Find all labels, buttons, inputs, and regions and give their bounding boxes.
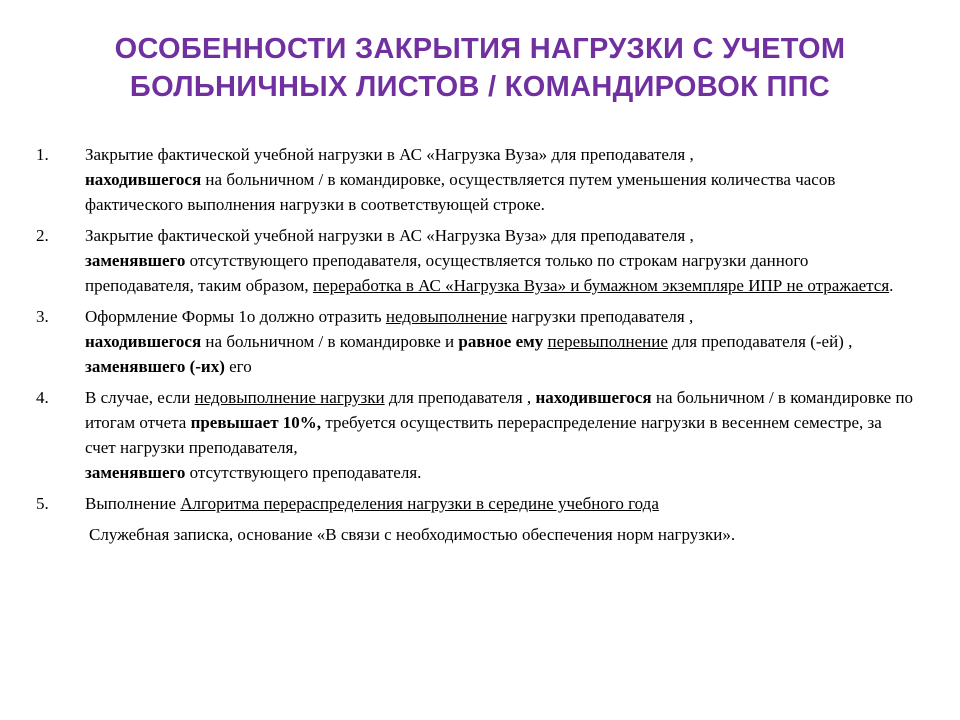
- text-segment: требуется осуществить перераспределение нагрузки в весеннем семестре, за счет нагрузки преподавателя,: [85, 413, 882, 457]
- text-segment: на больничном / в командировке, осуществляется путем уменьшения количества часов фактического выполнения нагрузки в соответствующей строке.: [85, 170, 836, 214]
- memo-note: Служебная записка, основание «В связи с необходимостью обеспечения норм нагрузки».: [89, 525, 736, 544]
- numbered-list: [36, 142, 916, 547]
- list-item-2: [36, 223, 916, 298]
- title-line-2: БОЛЬНИЧНЫХ ЛИСТОВ / КОМАНДИРОВОК ППС: [129, 71, 831, 103]
- text-segment: отсутствующего преподавателя.: [185, 463, 422, 482]
- list-item-text: [85, 223, 916, 298]
- text-segment: нагрузки преподавателя ,: [507, 307, 694, 326]
- text-segment: В случае, если: [85, 388, 195, 407]
- underlined-segment: перевыполнение: [547, 332, 668, 351]
- text-segment: Оформление Формы 1о должно отразить: [85, 307, 386, 326]
- text-segment: для преподавателя (-ей) ,: [667, 332, 853, 351]
- underlined-segment: недовыполнение: [385, 307, 508, 326]
- text-segment: его: [224, 357, 252, 376]
- text-segment: на больничном / в командировке по итогам отчета: [85, 388, 914, 432]
- underlined-segment: Алгоритма перераспределения нагрузки в середине учебного года: [180, 494, 659, 513]
- text-segment: на больничном / в командировке и: [201, 332, 459, 351]
- bold-segment: заменявшего (-их): [85, 357, 225, 376]
- list-number: 3.: [36, 307, 49, 326]
- list-item-4: [36, 385, 916, 485]
- text-segment: Закрытие фактической учебной нагрузки в АС «Нагрузка Вуза» для преподавателя ,: [85, 145, 694, 164]
- list-number: 4.: [36, 388, 49, 407]
- bold-segment: находившегося: [85, 332, 202, 351]
- list-number: 2.: [36, 226, 49, 245]
- list-item-5: [36, 491, 916, 516]
- list-item-3: [36, 304, 916, 379]
- text-segment: .: [889, 276, 894, 295]
- bold-segment: равное ему: [458, 332, 544, 351]
- text-segment: отсутствующего преподавателя, осуществляется только по строкам нагрузки данного преподавателя, таким образом,: [85, 251, 809, 295]
- bold-segment: превышает 10%,: [190, 413, 322, 432]
- title-line-1: ОСОБЕННОСТИ ЗАКРЫТИЯ НАГРУЗКИ С УЧЕТОМ: [114, 33, 846, 65]
- text-segment: Выполнение: [85, 494, 181, 513]
- bold-segment: находившегося: [535, 388, 652, 407]
- underlined-segment: переработка в АС «Нагрузка Вуза» и бумажном экземпляре ИПР не отражается: [312, 276, 890, 295]
- text-segment: для преподавателя ,: [384, 388, 536, 407]
- bold-segment: заменявшего: [85, 251, 186, 270]
- list-number: 5.: [36, 494, 49, 513]
- slide-title: [40, 30, 920, 106]
- list-item-1: [36, 142, 916, 217]
- text-segment: Закрытие фактической учебной нагрузки в АС «Нагрузка Вуза» для преподавателя ,: [85, 226, 694, 245]
- list-number: 1.: [36, 145, 49, 164]
- bold-segment: находившегося: [85, 170, 202, 189]
- list-item-text: [85, 491, 916, 516]
- list-item-text: [85, 304, 916, 379]
- underlined-segment: недовыполнение нагрузки: [194, 388, 385, 407]
- list-item-text: [85, 142, 916, 217]
- bold-segment: заменявшего: [85, 463, 186, 482]
- list-item-text: [85, 385, 916, 485]
